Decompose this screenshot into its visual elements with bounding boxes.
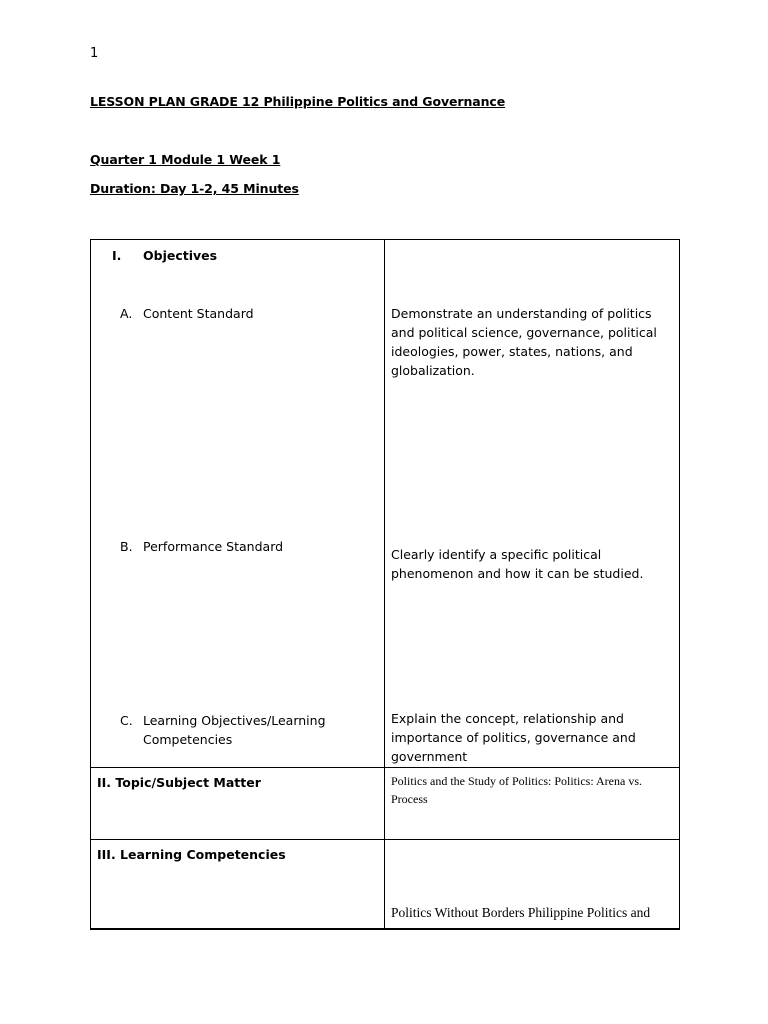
- content-standard-text: Demonstrate an understanding of politics and political science, governance, political ideologies, power, states, nations, and globalization.: [391, 306, 657, 378]
- content-standard-letter: A.: [120, 306, 133, 321]
- topic-right-cell: [385, 768, 680, 840]
- duration-heading: Duration: Day 1-2, 45 Minutes: [90, 181, 299, 196]
- objectives-number: I.: [112, 248, 122, 263]
- content-standard-label: Content Standard: [143, 306, 254, 321]
- performance-standard-label: Performance Standard: [143, 539, 284, 554]
- objectives-left-cell: [91, 240, 385, 768]
- topic-heading: II. Topic/Subject Matter: [97, 775, 261, 790]
- learning-objectives-text: Explain the concept, relationship and importance of politics, governance and government: [391, 711, 636, 764]
- performance-standard-text: Clearly identify a specific political phenomenon and how it can be studied.: [391, 547, 644, 581]
- topic-row: [91, 768, 680, 840]
- objectives-row: [91, 240, 680, 768]
- competencies-text: Politics Without Borders Philippine Politics and: [391, 905, 651, 920]
- learning-objectives-label: Learning Objectives/Learning Competencies: [143, 713, 326, 747]
- quarter-heading: Quarter 1 Module 1 Week 1: [90, 152, 281, 167]
- performance-standard-letter: B.: [120, 539, 133, 554]
- learning-objectives-letter: C.: [120, 713, 133, 728]
- topic-left-cell: [91, 768, 385, 840]
- competencies-right-cell: [385, 840, 680, 929]
- competencies-row: [91, 840, 680, 929]
- objectives-right-cell: [385, 240, 680, 768]
- page-number: 1: [90, 46, 99, 61]
- competencies-left-cell: [91, 840, 385, 929]
- lesson-plan-table: [90, 239, 680, 930]
- topic-text: Politics and the Study of Politics: Politics: Arena vs. Process: [391, 774, 642, 806]
- objectives-heading: Objectives: [143, 248, 218, 263]
- lesson-plan-title: LESSON PLAN GRADE 12 Philippine Politics and Governance: [90, 94, 506, 109]
- competencies-heading: III. Learning Competencies: [97, 847, 286, 862]
